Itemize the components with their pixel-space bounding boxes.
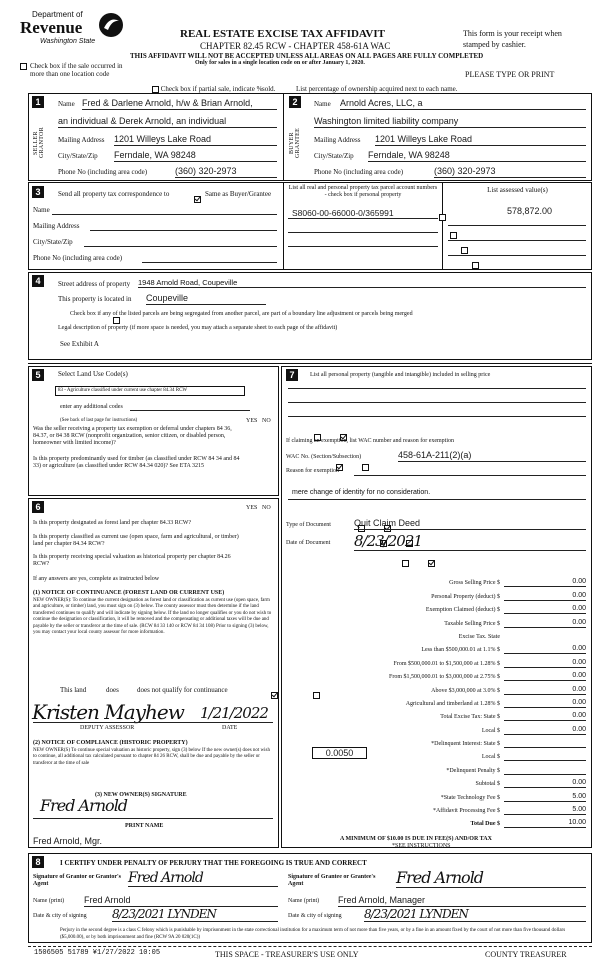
tax-row-label: From $500,000.01 to $1,500,000 at 1.28% $ <box>393 660 500 667</box>
sold-label: sold. <box>262 85 276 93</box>
tax-row <box>286 641 586 654</box>
buyer-mail-label: Mailing Address <box>314 136 361 144</box>
treasurer-space: THIS SPACE - TREASURER'S USE ONLY <box>215 950 359 959</box>
tax-row-label: Agricultural and timberland at 1.28% $ <box>405 700 500 707</box>
tax-row-label: Gross Selling Price $ <box>449 580 500 587</box>
tax-row-value[interactable]: 0.00 <box>504 672 586 681</box>
tax-row-label: Local $ <box>481 754 500 761</box>
tax-row-label: Subtotal $ <box>475 781 500 788</box>
grantee-name-label: Name (print) <box>288 898 320 904</box>
tax-row <box>286 574 586 587</box>
multi-location <box>30 62 130 78</box>
tax-row-value[interactable] <box>504 632 586 641</box>
reason-label: Reason for exemption <box>286 468 339 474</box>
personal-property-checkbox-3[interactable] <box>461 247 468 254</box>
tax-row-label: Above $3,000,000 at 3.0% $ <box>431 687 500 694</box>
personal-property-checkbox-4[interactable] <box>472 262 479 269</box>
print-name[interactable]: Fred Arnold, Mgr. <box>33 836 103 846</box>
grantor-name-label: Name (print) <box>33 898 65 904</box>
tax-row-label: *State Technology Fee $ <box>440 794 500 801</box>
buyer-city-label: City/State/Zip <box>314 152 354 160</box>
tax-row <box>286 788 586 801</box>
parcel-header: List all real and personal property tax parcel account numbers - check box if personal property <box>288 185 438 198</box>
send-correspondence-label: Send all property tax correspondence to <box>58 190 170 198</box>
personal-property-checkbox-2[interactable] <box>450 232 457 239</box>
section-6-number: 6 <box>32 501 44 513</box>
tax-row-value[interactable]: 0.00 <box>504 645 586 654</box>
seller-name-line1[interactable]: Fred & Darlene Arnold, h/w & Brian Arnold, <box>82 98 277 110</box>
recording-stamp: 1506505 51789 ¥1/27/2022 10:05 <box>34 949 161 957</box>
s3-name-field[interactable] <box>52 206 277 215</box>
revenue-logo <box>18 8 128 48</box>
tax-row-value[interactable]: 5.00 <box>504 806 586 815</box>
notice-1-title: (1) NOTICE OF CONTINUANCE (FOREST LAND OR CURRENT USE) <box>33 590 225 596</box>
section-5-number: 5 <box>32 369 44 381</box>
buyer-mail[interactable]: 1201 Willeys Lake Road <box>375 134 586 146</box>
logo-dept: Department of <box>32 10 83 19</box>
doc-type[interactable]: Quit Claim Deed <box>354 518 586 530</box>
multi-location-label: Check box if the sale occurred in more than one location code <box>30 62 123 78</box>
parcel-number[interactable]: S8060-00-66000-0/365991 <box>292 208 394 218</box>
buyer-phone[interactable]: (360) 320-2973 <box>434 166 586 178</box>
seller-side-label: SELLER GRANTOR <box>33 127 45 159</box>
tax-row <box>286 601 586 614</box>
tax-row-label: *Delinquent Interest: State $ <box>431 741 500 748</box>
seller-phone-label: Phone No (including area code) <box>58 168 148 176</box>
deputy-assessor-label: DEPUTY ASSESSOR <box>80 725 135 731</box>
same-as-buyer-label: Same as Buyer/Grantee <box>205 190 272 198</box>
land-use-code[interactable]: 83 - Agriculture classified under current use chapter 84.34 RCW <box>55 386 245 396</box>
s6-if-yes: If any answers are yes, complete as instructed below <box>33 576 160 582</box>
new-owner-label: (3) NEW OWNER(S) SIGNATURE <box>95 792 187 798</box>
grantor-sig-label: Signature of Grantor or Grantor's Agent <box>33 874 121 887</box>
legal-desc-label: Legal description of property (if more space is needed, you may attach a separate sheet to each page of the affidavit) <box>58 325 338 331</box>
logo-state: Washington State <box>40 38 96 45</box>
please-type: PLEASE TYPE OR PRINT <box>465 70 555 79</box>
seller-phone[interactable]: (360) 320-2973 <box>175 166 277 178</box>
grantee-signature[interactable]: Fred Arnold <box>396 868 586 888</box>
s6-question-2: Is this property classified as current use (open space, farm and agricultural, or timber) land per chapter 84.34 RCW? <box>33 534 239 547</box>
perjury-note: Perjury in the second degree is a class C felony which is punishable by imprisonment in the state correctional institution for a maximum term of not more than five years, or by a fine in an amount fixed by the court of not more than five thousand dollars ($5,000.00), or by both imprisonment and fine (RCW 9A 20 020(1C)) <box>60 928 566 940</box>
buyer-name-line2[interactable]: Washington limited liability company <box>314 116 586 128</box>
s3-phone-label: Phone No (including area code) <box>33 254 123 262</box>
tax-row-label: Total Excise Tax: State $ <box>440 714 500 721</box>
print-name-label: PRINT NAME <box>125 823 164 829</box>
logo-revenue: Revenue <box>20 18 83 37</box>
tax-row-value[interactable]: 0.00 <box>504 779 586 788</box>
tax-row-label: Personal Property (deduct) $ <box>431 593 500 600</box>
assessor-date[interactable]: 1/21/2022 <box>200 704 268 722</box>
s3-name-label: Name <box>33 206 50 214</box>
tax-row <box>286 681 586 694</box>
tax-row <box>286 695 586 708</box>
county-treasurer: COUNTY TREASURER <box>485 950 567 959</box>
grantee-date-city[interactable]: 8/23/2021 LYNDEN <box>364 907 586 922</box>
form-only-for: Only for sales in a single location code on or after January 1, 2020. <box>195 60 365 66</box>
s5-yes: YES <box>246 418 258 424</box>
list-pct-label: List percentage of ownership acquired next to each name. <box>296 85 458 93</box>
section-4-number: 4 <box>32 275 44 287</box>
assessed-value[interactable]: 578,872.00 <box>506 206 552 216</box>
additional-codes-label: enter any additional codes <box>60 404 123 410</box>
tax-row-label: Local $ <box>481 727 500 734</box>
tax-row-value[interactable]: 10.00 <box>504 819 586 828</box>
tax-row <box>286 775 586 788</box>
tax-row <box>286 628 586 641</box>
tax-row-value[interactable]: 0.00 <box>504 592 586 601</box>
tax-row <box>286 761 586 774</box>
tax-calculation <box>286 574 586 828</box>
doc-date-label: Date of Document <box>286 540 331 546</box>
located-label: This property is located in <box>58 295 132 303</box>
tax-row <box>286 721 586 734</box>
grantor-name-print[interactable]: Fred Arnold <box>84 895 278 907</box>
tax-row-label: Excise Tax. State <box>458 633 500 640</box>
tax-row-value[interactable]: 0.00 <box>504 619 586 628</box>
notice-1-text: NEW OWNER(S): To continue the current designation as forest land or classification as current use (open space, farm and agriculture, or timber) land, you must sign on (3) below. The county assessor must then determine if the land transferred continues to qualify and will indicate by signing below. If the land no longer qualifies or you do not wish to continue the designation or classification, it will be removed and the compensating or additional taxes will be due and payable by the seller or transferor at the time of sale. (RCW 84 33 140 or RCW 84 34 108) Prior to signing (3) below, you may contact your local county assessor for more information. <box>33 598 272 636</box>
wac-number[interactable]: 458-61A-211(2)(a) <box>398 450 586 462</box>
tax-row-value[interactable] <box>504 739 586 748</box>
s3-city-label: City/State/Zip <box>33 238 73 246</box>
grantor-date-label: Date & city of signing <box>33 913 87 919</box>
s3-city-field[interactable] <box>84 238 277 247</box>
wac-label: WAC No. (Section/Subsection) <box>286 454 362 460</box>
receipt-note: This form is your receipt when stamped by cashier. <box>463 29 562 49</box>
buyer-side-label: BUYER GRANTEE <box>289 127 301 159</box>
see-instructions: *SEE INSTRUCTIONS <box>392 843 451 849</box>
new-owner-signature[interactable]: Fred Arnold <box>40 796 128 815</box>
assessor-date-label: DATE <box>222 725 238 731</box>
does-label: does <box>106 686 119 694</box>
notice-2-text: NEW OWNER(S) To continue special valuation as historic property, sign (3) below If the new owner(s) does not wish to continue, all additional tax calculated pursuant to chapter 84 26 RCW, shall be due and payable by the seller or transferor at the time of sale <box>33 748 271 766</box>
this-land-label: This land <box>60 686 87 694</box>
seller-city[interactable]: Ferndale, WA 98248 <box>114 150 277 162</box>
seller-mail[interactable]: 1201 Willeys Lake Road <box>114 134 277 146</box>
tax-row <box>286 654 586 667</box>
additional-codes-field[interactable] <box>130 404 250 411</box>
doc-type-label: Type of Document <box>286 522 331 528</box>
tax-row <box>286 614 586 627</box>
exhibit-a[interactable]: See Exhibit A <box>60 340 99 348</box>
tax-row <box>286 668 586 681</box>
s6-no: NO <box>262 505 271 511</box>
list-personal-label: List all personal property (tangible and intangible) included in selling price <box>310 372 491 378</box>
revenue-swirl-icon <box>98 12 124 38</box>
assessor-signature[interactable]: Kristen Mayhew <box>32 700 184 724</box>
grantee-date-label: Date & city of signing <box>288 913 342 919</box>
tax-row-value[interactable]: 0.00 <box>504 686 586 695</box>
certify-label: I CERTIFY UNDER PENALTY OF PERJURY THAT THE FOREGOING IS TRUE AND CORRECT <box>60 859 367 867</box>
buyer-name-label: Name <box>314 100 331 108</box>
s6-question-1: Is this property designated as forest land per chapter 84.33 RCW? <box>33 520 192 526</box>
section-8-number: 8 <box>32 856 44 868</box>
tax-row-label: Less than $500,000.01 at 1.1% $ <box>421 647 500 654</box>
s5-no: NO <box>262 418 271 424</box>
multi-location-checkbox[interactable] <box>20 63 27 70</box>
street-label: Street address of property <box>58 280 131 288</box>
s3-mail-field[interactable] <box>90 222 277 231</box>
tax-row-value[interactable]: 5.00 <box>504 793 586 802</box>
tax-row-label: *Affidavit Processing Fee $ <box>432 808 500 815</box>
s6-question-3: Is this property receiving special valuation as historical property per chapter 84.26 RCW? <box>33 554 231 567</box>
notice-2-title: (2) NOTICE OF COMPLIANCE (HISTORIC PROPERTY) <box>33 740 188 746</box>
tax-row-value[interactable] <box>504 766 586 775</box>
form-chapter: CHAPTER 82.45 RCW - CHAPTER 458-61A WAC <box>200 41 391 51</box>
grantor-signature[interactable]: Fred Arnold <box>128 870 278 887</box>
s6-yes: YES <box>246 505 258 511</box>
s5-question-2: Is this property predominantly used for timber (as classified under RCW 84 34 and 84 33) or agriculture (as classified under RCW 84.34 020)? See ETA 3215 <box>33 456 240 469</box>
tax-row-label: From $1,500,000.01 to $3,000,000 at 2.75% $ <box>389 674 500 681</box>
form-warning: THIS AFFIDAVIT WILL NOT BE ACCEPTED UNLESS ALL AREAS ON ALL PAGES ARE FULLY COMPLETED <box>130 52 484 60</box>
located-city[interactable]: Coupeville <box>146 293 266 305</box>
seller-mail-label: Mailing Address <box>58 136 105 144</box>
section-1-number: 1 <box>32 96 44 108</box>
does-checkbox[interactable] <box>271 692 278 699</box>
street-address[interactable]: 1948 Arnold Road, Coupeville <box>138 278 586 288</box>
tax-row-label: Taxable Selling Price $ <box>444 620 500 627</box>
tax-row <box>286 708 586 721</box>
tax-row-value[interactable]: 0.00 <box>504 699 586 708</box>
minimum-note: A MINIMUM OF $10.00 IS DUE IN FEE(S) AND/OR TAX <box>340 836 492 842</box>
buyer-phone-label: Phone No (including area code) <box>314 168 404 176</box>
tax-row-label: *Delinquent Penalty $ <box>446 767 500 774</box>
doc-date[interactable]: 8/23/2021 <box>354 532 586 551</box>
partial-sale-label: Check box if partial sale, indicate % <box>160 85 263 93</box>
tax-row <box>286 802 586 815</box>
claim-label: If claiming an exemption, list WAC number and reason for exemption <box>286 438 455 444</box>
tax-row-value[interactable]: 0.00 <box>504 578 586 587</box>
tax-row-value[interactable]: 0.00 <box>504 605 586 614</box>
tax-row-value[interactable]: 0.00 <box>504 712 586 721</box>
tax-row-value[interactable]: 0.00 <box>504 659 586 668</box>
partial-sale-checkbox[interactable] <box>152 86 159 93</box>
seller-city-label: City/State/Zip <box>58 152 98 160</box>
form-title: REAL ESTATE EXCISE TAX AFFIDAVIT <box>180 28 385 40</box>
land-use-label: Select Land Use Code(s) <box>58 370 128 378</box>
section-7-number: 7 <box>286 369 298 381</box>
exemption-reason[interactable]: mere change of identity for no consideration. <box>292 489 431 496</box>
grantee-name-print[interactable]: Fred Arnold, Manager <box>338 895 586 907</box>
assessed-header: List assessed value(s) <box>487 186 548 194</box>
tax-row-label: Total Due $ <box>470 821 500 828</box>
tax-row-value[interactable] <box>504 752 586 761</box>
local-rate[interactable]: 0.0050 <box>312 747 367 759</box>
section-3-number: 3 <box>32 186 44 198</box>
does-not-label: does not qualify for continuance <box>137 686 228 694</box>
section-2-number: 2 <box>289 96 301 108</box>
grantor-date-city[interactable]: 8/23/2021 LYNDEN <box>112 907 278 922</box>
personal-property-checkbox-1[interactable] <box>439 214 446 221</box>
tax-row <box>286 815 586 828</box>
s3-phone-field[interactable] <box>142 254 277 263</box>
see-back-label: (See back of last page for instructions) <box>60 418 138 423</box>
s5-question-1: Was the seller receiving a property tax exemption or deferral under chapters 84 36, 84.37, or 84 38 RCW (nonprofit organization, senior citizen, or disabled person, homeowner with limited income)? <box>33 426 232 446</box>
same-as-buyer-checkbox[interactable] <box>194 196 201 203</box>
buyer-name-line1[interactable]: Arnold Acres, LLC, a <box>340 98 586 110</box>
tax-row <box>286 587 586 600</box>
buyer-city[interactable]: Ferndale, WA 98248 <box>368 150 586 162</box>
seller-name-label: Name <box>58 100 75 108</box>
grantee-sig-label: Signature of Grantee or Grantee's Agent <box>288 874 376 887</box>
s3-mail-label: Mailing Address <box>33 222 80 230</box>
boundary-label: Check box if any of the listed parcels are being segregated from another parcel, are part of a boundary line adjustment or parcels being merged <box>70 311 413 317</box>
tax-row-label: Exemption Claimed (deduct) $ <box>425 607 500 614</box>
tax-row-value[interactable]: 0.00 <box>504 726 586 735</box>
seller-name-line2[interactable]: an individual & Derek Arnold, an individual <box>58 116 277 128</box>
